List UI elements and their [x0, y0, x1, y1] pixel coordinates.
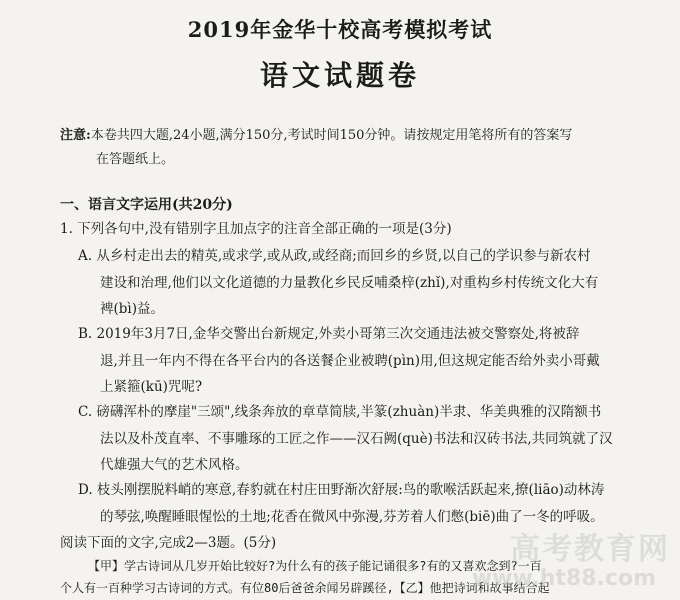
option-c-line: C. 磅礴浑朴的摩崖"三颂",线条奔放的章草简牍,半篆(zhuàn)半隶、华美典雅的汉隋额书	[78, 404, 602, 420]
option-b-line: 上紧箍(kū)咒呢?	[100, 379, 203, 395]
option-d-line: 的琴弦,唤醒睡眼惺忪的土地;花香在微风中弥漫,芬芳着人们憋(biē)曲了一冬的呼吸。	[100, 508, 604, 525]
notice-label: 注意:	[60, 128, 91, 143]
notice-line-2: 在答题纸上。	[96, 152, 175, 167]
reading-line-1: 【甲】学古诗词从几岁开始比较好?为什么有的孩子能记诵很多?有的又喜欢念到?一百	[88, 559, 542, 573]
option-c	[78, 399, 613, 479]
notice	[60, 124, 650, 172]
exam-title: 2019年金华十校高考模拟考试	[187, 17, 493, 42]
watermark-logo: 高考教育网	[510, 532, 670, 567]
option-d-line: D. 枝头刚摆脱料峭的寒意,春豹就在村庄田野渐次舒展:鸟的歌喉活跃起来,撩(liāo)动林涛	[78, 482, 605, 498]
watermark-url: www.ht88.com	[471, 566, 656, 591]
option-b-line: B. 2019年3月7日,金华交警出台新规定,外卖小哥第三次交通违法被交警察处,将被辞	[78, 326, 580, 342]
option-a-line: 裨(bì)益。	[100, 301, 164, 317]
reading-intro: 阅读下面的文字,完成2—3题。(5分)	[60, 535, 277, 551]
paper-title: 语文试题卷	[259, 59, 420, 92]
section-heading: 一、语言文字运用(共20分)	[60, 197, 233, 213]
option-a-line: A. 从乡村走出去的精英,或求学,或从政,或经商;而回乡的乡贤,以自己的学识参与新农村	[78, 248, 591, 264]
notice-line-1: 本卷共四大题,24小题,满分150分,考试时间150分钟。请按规定用笔将所有的答案写	[90, 128, 573, 143]
option-b	[78, 321, 600, 401]
option-b-line: 退,并且一年内不得在各平台内的各送餐企业被聘(pìn)用,但这规定能否给外卖小哥戴	[100, 352, 600, 369]
option-a-line: 建设和治理,他们以文化道德的力量教化乡民反哺桑梓(zhǐ),对重构乡村传统文化大有	[100, 274, 599, 291]
option-c-line: 代雄强大气的艺术风格。	[100, 457, 249, 473]
reading-line-2: 个人有一百种学习古诗词的方式。有位80后爸爸余闻另辟蹊径,【乙】他把诗词和故事结合起	[60, 581, 550, 595]
option-c-line: 法以及朴茂直率、不事雕琢的工匠之作——汉石阙(què)书法和汉砖书法,共同筑就了汉	[100, 430, 613, 447]
question-1-stem: 1. 下列各句中,没有错别字且加点字的注音全部正确的一项是(3分)	[60, 221, 452, 237]
option-a	[78, 243, 598, 323]
option-d	[78, 477, 604, 530]
